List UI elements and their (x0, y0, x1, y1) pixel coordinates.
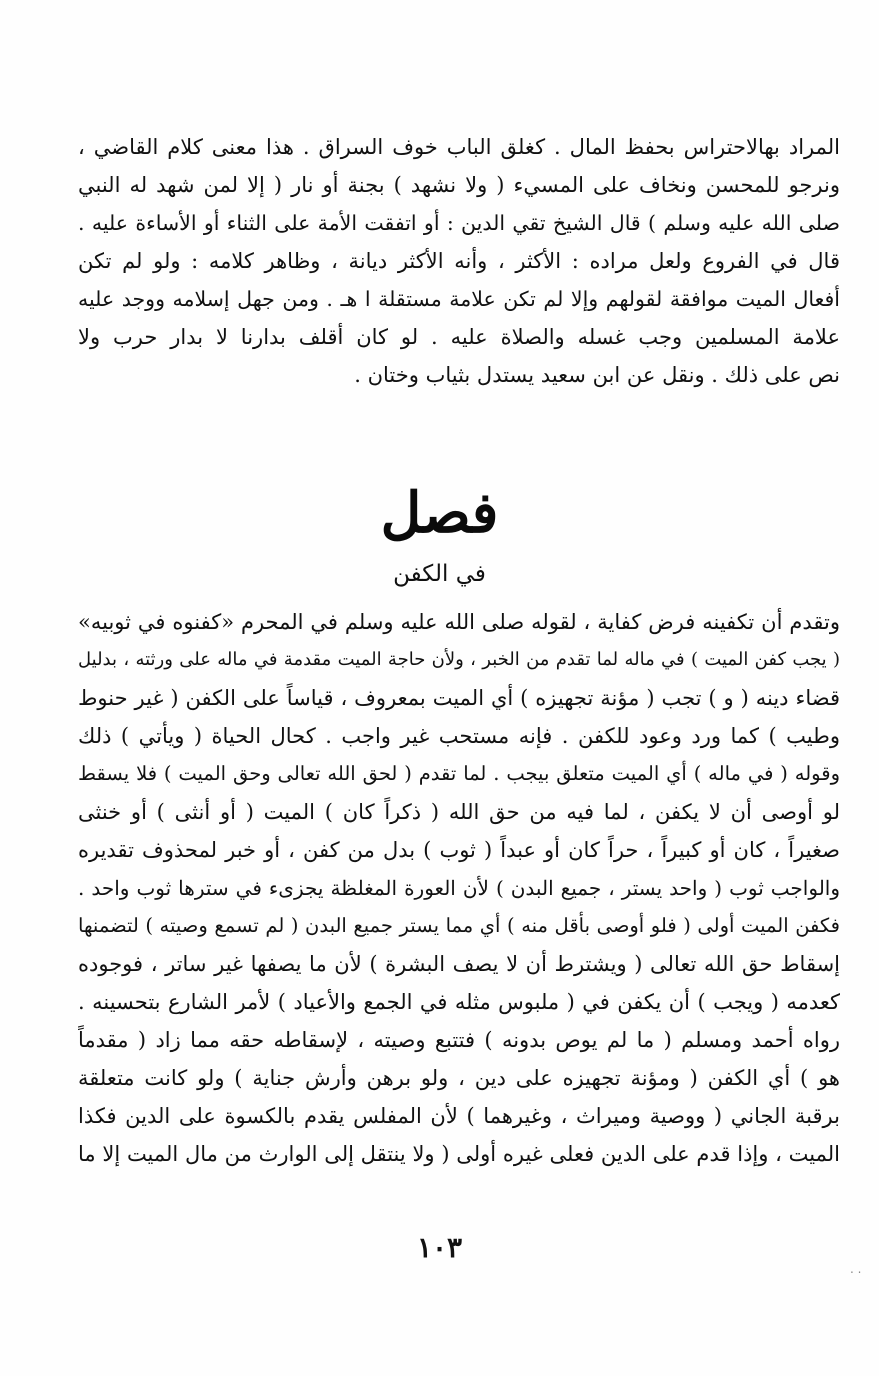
section-subtitle: في الكفن (393, 561, 486, 587)
text-line: علامة المسلمين وجب غسله والصلاة عليه . لو كان أقلف بدارنا لا بدار حرب ولا (78, 325, 840, 349)
text-line: رواه أحمد ومسلم ( ما لم يوص بدونه ) فتتبع وصيته ، لإسقاطه حقه مما زاد ( مقدماً (78, 1028, 840, 1052)
text-line: لو أوصى أن لا يكفن ، لما فيه من حق الله ( ذكراً كان ) الميت ( أو أنثى ) أو خنثى (78, 800, 840, 824)
text-line: أفعال الميت موافقة لقولهم وإلا لم تكن علامة مستقلة ا هـ . ومن جهل إسلامه ووجد عليه (78, 287, 840, 311)
text-line: صلى الله عليه وسلم ) قال الشيخ تقي الدين : أو اتفقت الأمة على الثناء أو الأساءة عليه . (78, 211, 840, 235)
page-number: ١٠٣ (416, 1231, 463, 1264)
text-line: والواجب ثوب ( واحد يستر ، جميع البدن ) لأن العورة المغلظة يجزىء في سترها ثوب واحد . (78, 876, 840, 900)
text-line: فكفن الميت أولى ( فلو أوصى بأقل منه ) أي مما يستر جميع البدن ( لم تسمع وصيته ) لتضمنها (78, 914, 840, 937)
text-line: وتقدم أن تكفينه فرض كفاية ، لقوله صلى الله عليه وسلم في المحرم «كفنوه في ثوبيه» (78, 610, 840, 634)
text-line: الميت ، وإذا قدم على الدين فعلى غيره أولى ( ولا ينتقل إلى الوارث من مال الميت إلا ما (78, 1142, 840, 1166)
text-line: قضاء دينه ( و ) تجب ( مؤنة تجهيزه ) أي الميت بمعروف ، قياساً على الكفن ( غير حنوط (78, 686, 840, 710)
text-line: نص على ذلك . ونقل عن ابن سعيد يستدل بثياب وختان . (354, 363, 840, 387)
section-title: فصل (380, 480, 499, 546)
text-line: ( يجب كفن الميت ) في ماله لما تقدم من الخبر ، ولأن حاجة الميت مقدمة في ماله على ورثته ، بدليل (78, 649, 840, 670)
text-line: هو ) أي الكفن ( ومؤنة تجهيزه على دين ، ولو برهن وأرش جناية ) ولو كانت متعلقة (78, 1066, 840, 1090)
text-line: ونرجو للمحسن ونخاف على المسيء ( ولا نشهد ) بجنة أو نار ( إلا لمن شهد له النبي (78, 173, 840, 197)
text-line: وقوله ( في ماله ) أي الميت متعلق بيجب . لما تقدم ( لحق الله تعالى وحق الميت ) فلا يسقط (78, 762, 840, 785)
text-line: إسقاط حق الله تعالى ( ويشترط أن لا يصف البشرة ) لأن ما يصفها غير ساتر ، فوجوده (78, 952, 840, 976)
text-line: كعدمه ( ويجب ) أن يكفن في ( ملبوس مثله في الجمع والأعياد ) لأمر الشارع بتحسينه . (78, 990, 840, 1014)
text-line: قال في الفروع ولعل مراده : الأكثر ، وأنه الأكثر ديانة ، وظاهر كلامه : ولو لم تكن (78, 249, 840, 273)
text-line: صغيراً ، كان أو كبيراً ، حراً كان أو عبداً ( ثوب ) بدل من كفن ، أو خبر لمحذوف تقديره (78, 838, 840, 862)
margin-mark: . . (850, 1262, 862, 1276)
text-line: وطيب ) كما ورد وعود للكفن . فإنه مستحب غير واجب . كحال الحياة ( ويأتي ) ذلك (78, 724, 840, 748)
text-line: المراد بهالاحتراس بحفظ المال . كغلق الباب خوف السراق . هذا معنى كلام القاضي ، (78, 135, 840, 159)
text-line: برقبة الجاني ( ووصية وميراث ، وغيرهما ) لأن المفلس يقدم بالكسوة على الدين فكذا (78, 1104, 840, 1128)
section-body-paragraph (78, 603, 840, 1173)
continuation-paragraph (78, 128, 840, 394)
